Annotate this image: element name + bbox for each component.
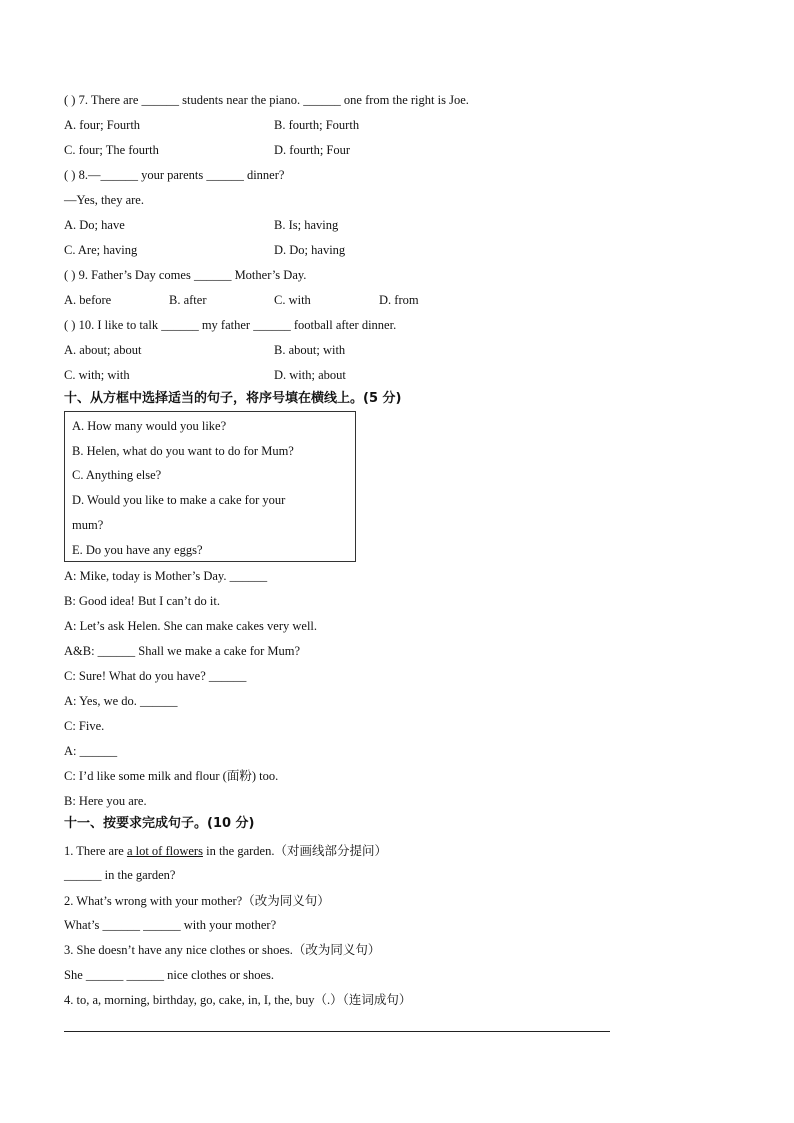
sentence-1-pre: 1. There are [64, 844, 127, 858]
dialogue-line: C: Sure! What do you have? ______ [64, 669, 247, 683]
question-9-option-b: B. after [169, 293, 207, 307]
question-8-option-a: A. Do; have [64, 218, 125, 232]
sentence-3-answer: She ______ ______ nice clothes or shoes. [64, 968, 275, 982]
sentence-1 [64, 843, 387, 859]
dialogue-line: A&B: ______ Shall we make a cake for Mum? [64, 644, 301, 658]
box-option-c: C. Anything else? [72, 468, 162, 482]
box-option-b: B. Helen, what do you want to do for Mum? [72, 444, 294, 458]
question-10-option-c: C. with; with [64, 368, 130, 382]
question-8-option-b: B. Is; having [274, 218, 339, 232]
question-10-option-d: D. with; about [274, 368, 346, 382]
box-option-a: A. How many would you like? [72, 419, 227, 433]
question-9-stem: ( ) 9. Father’s Day comes ______ Mother’s Day. [64, 268, 307, 282]
dialogue-line: A: Mike, today is Mother’s Day. ______ [64, 569, 268, 583]
box-option-d-cont: mum? [72, 518, 104, 532]
sentence-1-answer: ______ in the garden? [64, 868, 176, 882]
sentence-1-underlined: a lot of flowers [126, 844, 203, 858]
sentence-2-answer: What’s ______ ______ with your mother? [64, 918, 277, 932]
question-9-option-d: D. from [379, 293, 419, 307]
dialogue-line: B: Here you are. [64, 794, 147, 808]
dialogue-line: C: Five. [64, 719, 105, 733]
sentence-options-box [64, 411, 356, 562]
dialogue-line: A: ______ [64, 744, 118, 758]
sentence-1-post: in the garden.（对画线部分提问） [202, 844, 387, 858]
dialogue-line: A: Let’s ask Helen. She can make cakes very well. [64, 619, 318, 633]
dialogue-line: B: Good idea! But I can’t do it. [64, 594, 220, 608]
question-10-stem: ( ) 10. I like to talk ______ my father ______ football after dinner. [64, 318, 397, 332]
question-8-reply: —Yes, they are. [64, 193, 144, 207]
answer-line [64, 1031, 610, 1032]
question-8-option-c: C. Are; having [64, 243, 138, 257]
question-10-option-a: A. about; about [64, 343, 142, 357]
question-7-option-a: A. four; Fourth [64, 118, 141, 132]
question-7-option-c: C. four; The fourth [64, 143, 159, 157]
section-11-heading: 十一、按要求完成句子。(10 分) [64, 816, 255, 831]
section-10-heading: 十、从方框中选择适当的句子，将序号填在横线上。(5 分) [64, 391, 402, 406]
dialogue-line: A: Yes, we do. ______ [64, 694, 178, 708]
dialogue-line: C: I’d like some milk and flour (面粉) too. [64, 769, 279, 783]
question-10-option-b: B. about; with [274, 343, 346, 357]
sentence-4: 4. to, a, morning, birthday, go, cake, in, I, the, buy（.）（连词成句） [64, 993, 412, 1007]
question-8-option-d: D. Do; having [274, 243, 346, 257]
question-9-option-c: C. with [274, 293, 311, 307]
sentence-2: 2. What’s wrong with your mother?（改为同义句） [64, 894, 330, 908]
question-9-option-a: A. before [64, 293, 112, 307]
question-7-option-d: D. fourth; Four [274, 143, 351, 157]
question-7-stem: ( ) 7. There are ______ students near the piano. ______ one from the right is Joe. [64, 93, 469, 107]
question-8-stem: ( ) 8.—______ your parents ______ dinner? [64, 168, 285, 182]
sentence-3: 3. She doesn’t have any nice clothes or shoes.（改为同义句） [64, 943, 381, 957]
box-option-d: D. Would you like to make a cake for your [72, 493, 286, 507]
question-7-option-b: B. fourth; Fourth [274, 118, 360, 132]
box-option-e: E. Do you have any eggs? [72, 543, 203, 557]
